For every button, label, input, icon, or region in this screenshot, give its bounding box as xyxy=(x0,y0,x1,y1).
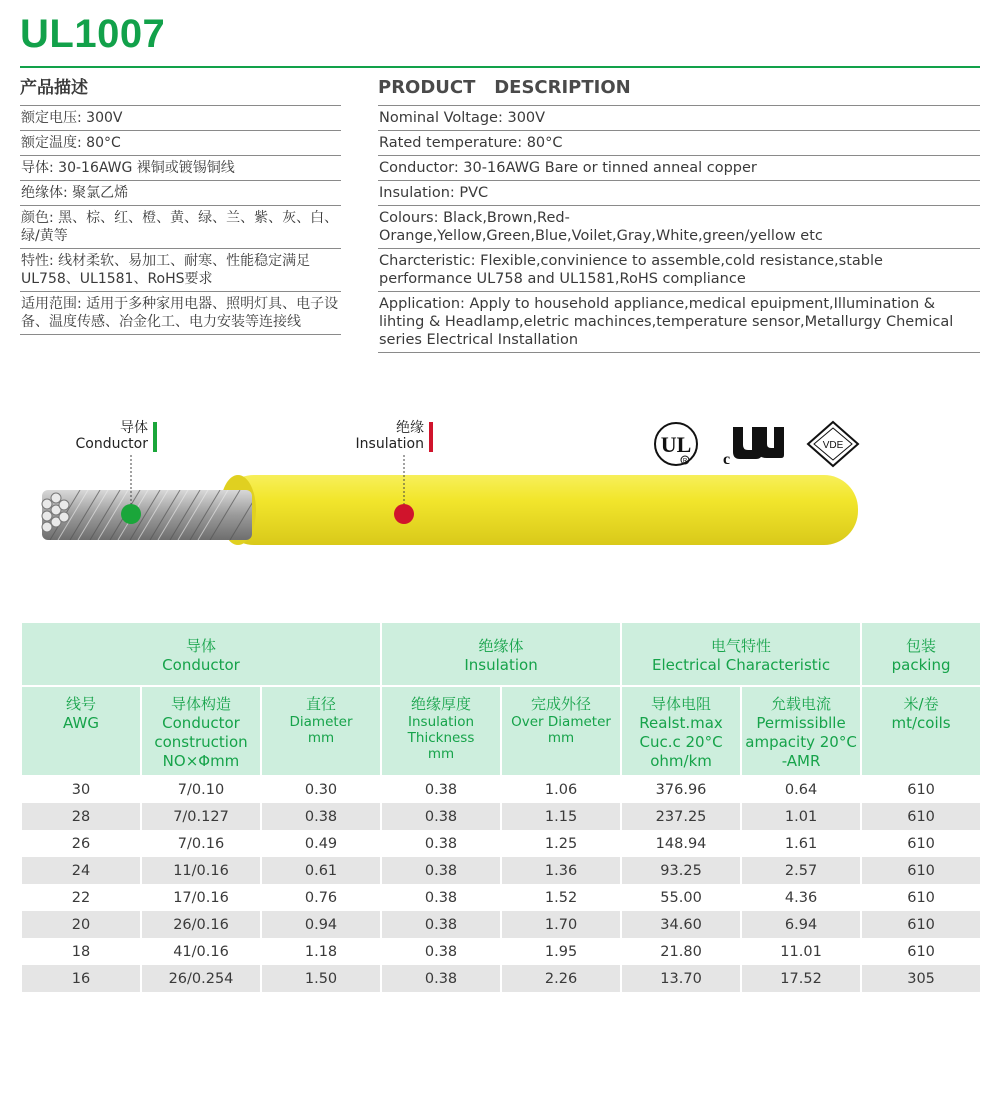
en-voltage: Nominal Voltage: 300V xyxy=(378,106,980,131)
group-electrical xyxy=(621,622,861,686)
cell-ampacity: 2.57 xyxy=(741,857,861,884)
header-over-diameter-cn: 完成外径 xyxy=(531,695,592,713)
description-en-heading: PRODUCT DESCRIPTION xyxy=(378,74,980,106)
cell-packing: 610 xyxy=(861,857,981,884)
group-electrical-en: Electrical Characteristic xyxy=(652,656,831,674)
header-ampacity-cn: 允载电流 xyxy=(771,695,832,713)
cell-packing: 610 xyxy=(861,884,981,911)
group-packing-cn: 包装 xyxy=(906,637,937,655)
cell-construction: 11/0.16 xyxy=(141,857,261,884)
cell-diameter: 0.38 xyxy=(261,803,381,830)
insulation-label-cn: 绝缘 xyxy=(396,420,424,436)
description-cn-heading: 产品描述 xyxy=(20,74,341,106)
header-ampacity xyxy=(741,686,861,776)
cell-awg: 20 xyxy=(21,911,141,938)
cell-construction: 7/0.10 xyxy=(141,776,261,803)
table-row xyxy=(21,857,981,884)
en-insulation: Insulation: PVC xyxy=(378,181,980,206)
header-resistance-cn: 导体电阻 xyxy=(651,695,712,713)
table-row xyxy=(21,803,981,830)
cn-temperature: 额定温度: 80°C xyxy=(20,131,341,156)
spec-table-body xyxy=(21,776,981,992)
conductor-label-en: Conductor xyxy=(75,436,148,452)
group-insulation-cn: 绝缘体 xyxy=(478,637,524,655)
cn-voltage: 额定电压: 300V xyxy=(20,106,341,131)
table-row xyxy=(21,965,981,992)
header-over-diameter-unit: mm xyxy=(547,730,575,746)
header-packing-en: mt/coils xyxy=(891,714,951,732)
group-conductor-en: Conductor xyxy=(162,656,240,674)
cell-awg: 24 xyxy=(21,857,141,884)
cell-over-diameter: 1.25 xyxy=(501,830,621,857)
group-conductor xyxy=(21,622,381,686)
header-diameter-unit: mm xyxy=(307,730,335,746)
insulation-dot xyxy=(394,504,414,524)
header-ampacity-en2: ampacity 20°C xyxy=(745,733,857,751)
header-resistance-unit: ohm/km xyxy=(650,752,712,770)
header-diameter-en: Diameter xyxy=(289,714,353,730)
cell-construction: 41/0.16 xyxy=(141,938,261,965)
conductor-dot xyxy=(121,504,141,524)
cell-awg: 18 xyxy=(21,938,141,965)
cell-over-diameter: 1.70 xyxy=(501,911,621,938)
cell-packing: 610 xyxy=(861,776,981,803)
header-resistance-en2: Cuc.c 20°C xyxy=(639,733,723,751)
header-construction-unit: NO×Φmm xyxy=(162,752,240,770)
cell-resistance: 93.25 xyxy=(621,857,741,884)
header-over-diameter xyxy=(501,686,621,776)
cell-packing: 305 xyxy=(861,965,981,992)
cell-packing: 610 xyxy=(861,803,981,830)
table-row xyxy=(21,938,981,965)
group-conductor-cn: 导体 xyxy=(186,637,217,655)
cell-ampacity: 6.94 xyxy=(741,911,861,938)
cell-diameter: 0.94 xyxy=(261,911,381,938)
cell-diameter: 0.61 xyxy=(261,857,381,884)
header-awg-en: AWG xyxy=(63,714,99,732)
cell-packing: 610 xyxy=(861,911,981,938)
spec-table xyxy=(20,621,982,992)
cell-over-diameter: 1.95 xyxy=(501,938,621,965)
cell-resistance: 55.00 xyxy=(621,884,741,911)
header-diameter xyxy=(261,686,381,776)
cell-construction: 7/0.16 xyxy=(141,830,261,857)
cell-construction: 26/0.16 xyxy=(141,911,261,938)
ul-reg-mark: R xyxy=(682,458,688,465)
cell-awg: 22 xyxy=(21,884,141,911)
header-packing xyxy=(861,686,981,776)
cru-logo xyxy=(723,427,784,468)
header-construction-en1: Conductor xyxy=(162,714,240,732)
insulation-body xyxy=(220,475,858,545)
header-thickness-cn: 绝缘厚度 xyxy=(411,695,472,713)
cell-resistance: 376.96 xyxy=(621,776,741,803)
cell-diameter: 1.18 xyxy=(261,938,381,965)
table-row xyxy=(21,830,981,857)
cell-diameter: 0.76 xyxy=(261,884,381,911)
cn-colours: 颜色: 黑、棕、红、橙、黄、绿、兰、紫、灰、白、绿/黄等 xyxy=(20,206,341,249)
cell-ampacity: 1.61 xyxy=(741,830,861,857)
description-cn xyxy=(20,74,341,335)
cell-thickness: 0.38 xyxy=(381,857,501,884)
group-insulation-en: Insulation xyxy=(464,656,538,674)
group-packing xyxy=(861,622,981,686)
cell-resistance: 13.70 xyxy=(621,965,741,992)
header-ampacity-en1: Permissiblle xyxy=(756,714,846,732)
cn-characteristic: 特性: 线材柔软、易加工、耐寒、性能稳定满足UL758、UL1581、RoHS要求 xyxy=(20,249,341,292)
header-thickness xyxy=(381,686,501,776)
ul-logo-text: UL xyxy=(660,432,692,457)
page-title: UL1007 xyxy=(20,12,166,56)
header-thickness-en1: Insulation xyxy=(408,714,475,730)
cell-awg: 16 xyxy=(21,965,141,992)
header-thickness-en2: Thickness xyxy=(407,730,475,746)
cell-thickness: 0.38 xyxy=(381,938,501,965)
cell-thickness: 0.38 xyxy=(381,776,501,803)
conductor-label-cn: 导体 xyxy=(120,420,148,436)
table-row xyxy=(21,911,981,938)
cell-resistance: 34.60 xyxy=(621,911,741,938)
cell-over-diameter: 1.15 xyxy=(501,803,621,830)
cell-diameter: 1.50 xyxy=(261,965,381,992)
cell-over-diameter: 1.06 xyxy=(501,776,621,803)
cell-thickness: 0.38 xyxy=(381,830,501,857)
cell-thickness: 0.38 xyxy=(381,965,501,992)
en-colours: Colours: Black,Brown,Red-Orange,Yellow,Green,Blue,Voilet,Gray,White,green/yellow etc xyxy=(378,206,980,249)
header-construction-en2: construction xyxy=(154,733,248,751)
wire-illustration xyxy=(0,400,1000,600)
cell-resistance: 148.94 xyxy=(621,830,741,857)
cell-ampacity: 11.01 xyxy=(741,938,861,965)
en-conductor: Conductor: 30-16AWG Bare or tinned anneal copper xyxy=(378,156,980,181)
cell-ampacity: 1.01 xyxy=(741,803,861,830)
cell-awg: 26 xyxy=(21,830,141,857)
cell-awg: 28 xyxy=(21,803,141,830)
cell-ampacity: 17.52 xyxy=(741,965,861,992)
cell-over-diameter: 1.36 xyxy=(501,857,621,884)
title-divider xyxy=(20,66,980,68)
cell-diameter: 0.30 xyxy=(261,776,381,803)
cn-conductor: 导体: 30-16AWG 裸铜或镀锡铜线 xyxy=(20,156,341,181)
header-awg-cn: 线号 xyxy=(65,695,96,713)
table-row xyxy=(21,884,981,911)
wire-diagram xyxy=(0,400,1000,600)
header-resistance xyxy=(621,686,741,776)
header-over-diameter-en: Over Diameter xyxy=(511,714,611,730)
cell-thickness: 0.38 xyxy=(381,803,501,830)
header-packing-cn: 米/卷 xyxy=(903,695,939,713)
cell-ampacity: 4.36 xyxy=(741,884,861,911)
header-awg xyxy=(21,686,141,776)
header-thickness-unit: mm xyxy=(427,746,455,762)
en-temperature: Rated temperature: 80°C xyxy=(378,131,980,156)
cell-construction: 17/0.16 xyxy=(141,884,261,911)
group-packing-en: packing xyxy=(891,656,951,674)
conductor-strands xyxy=(42,490,260,540)
cell-construction: 7/0.127 xyxy=(141,803,261,830)
vde-logo xyxy=(808,422,858,466)
cell-packing: 610 xyxy=(861,830,981,857)
header-resistance-en1: Realst.max xyxy=(639,714,723,732)
group-electrical-cn: 电气特性 xyxy=(711,637,772,655)
table-row xyxy=(21,776,981,803)
cell-awg: 30 xyxy=(21,776,141,803)
group-insulation xyxy=(381,622,621,686)
cell-resistance: 21.80 xyxy=(621,938,741,965)
cell-diameter: 0.49 xyxy=(261,830,381,857)
description-en xyxy=(378,74,980,353)
en-characteristic: Charcteristic: Flexible,convinience to assemble,cold resistance,stable performance UL758 and UL1581,RoHS compliance xyxy=(378,249,980,292)
header-ampacity-unit: -AMR xyxy=(781,752,821,770)
vde-text: VDE xyxy=(822,440,844,451)
cell-over-diameter: 2.26 xyxy=(501,965,621,992)
cell-thickness: 0.38 xyxy=(381,911,501,938)
header-diameter-cn: 直径 xyxy=(306,695,337,713)
cell-thickness: 0.38 xyxy=(381,884,501,911)
cell-resistance: 237.25 xyxy=(621,803,741,830)
cru-c-text: c xyxy=(723,451,731,468)
header-construction-cn: 导体构造 xyxy=(170,695,231,713)
cell-packing: 610 xyxy=(861,938,981,965)
ul-logo xyxy=(655,423,697,465)
cell-over-diameter: 1.52 xyxy=(501,884,621,911)
cn-insulation: 绝缘体: 聚氯乙烯 xyxy=(20,181,341,206)
en-application: Application: Apply to household appliance,medical epuipment,Illumination & lihting & Headlamp,eletric machinces,temperature sensor,Metallurgy Chemical series Electrical Installation xyxy=(378,292,980,353)
insulation-label-en: Insulation xyxy=(355,436,424,452)
cell-ampacity: 0.64 xyxy=(741,776,861,803)
cell-construction: 26/0.254 xyxy=(141,965,261,992)
header-construction xyxy=(141,686,261,776)
cn-application: 适用范围: 适用于多种家用电器、照明灯具、电子设备、温度传感、冶金化工、电力安装等连接线 xyxy=(20,292,341,335)
